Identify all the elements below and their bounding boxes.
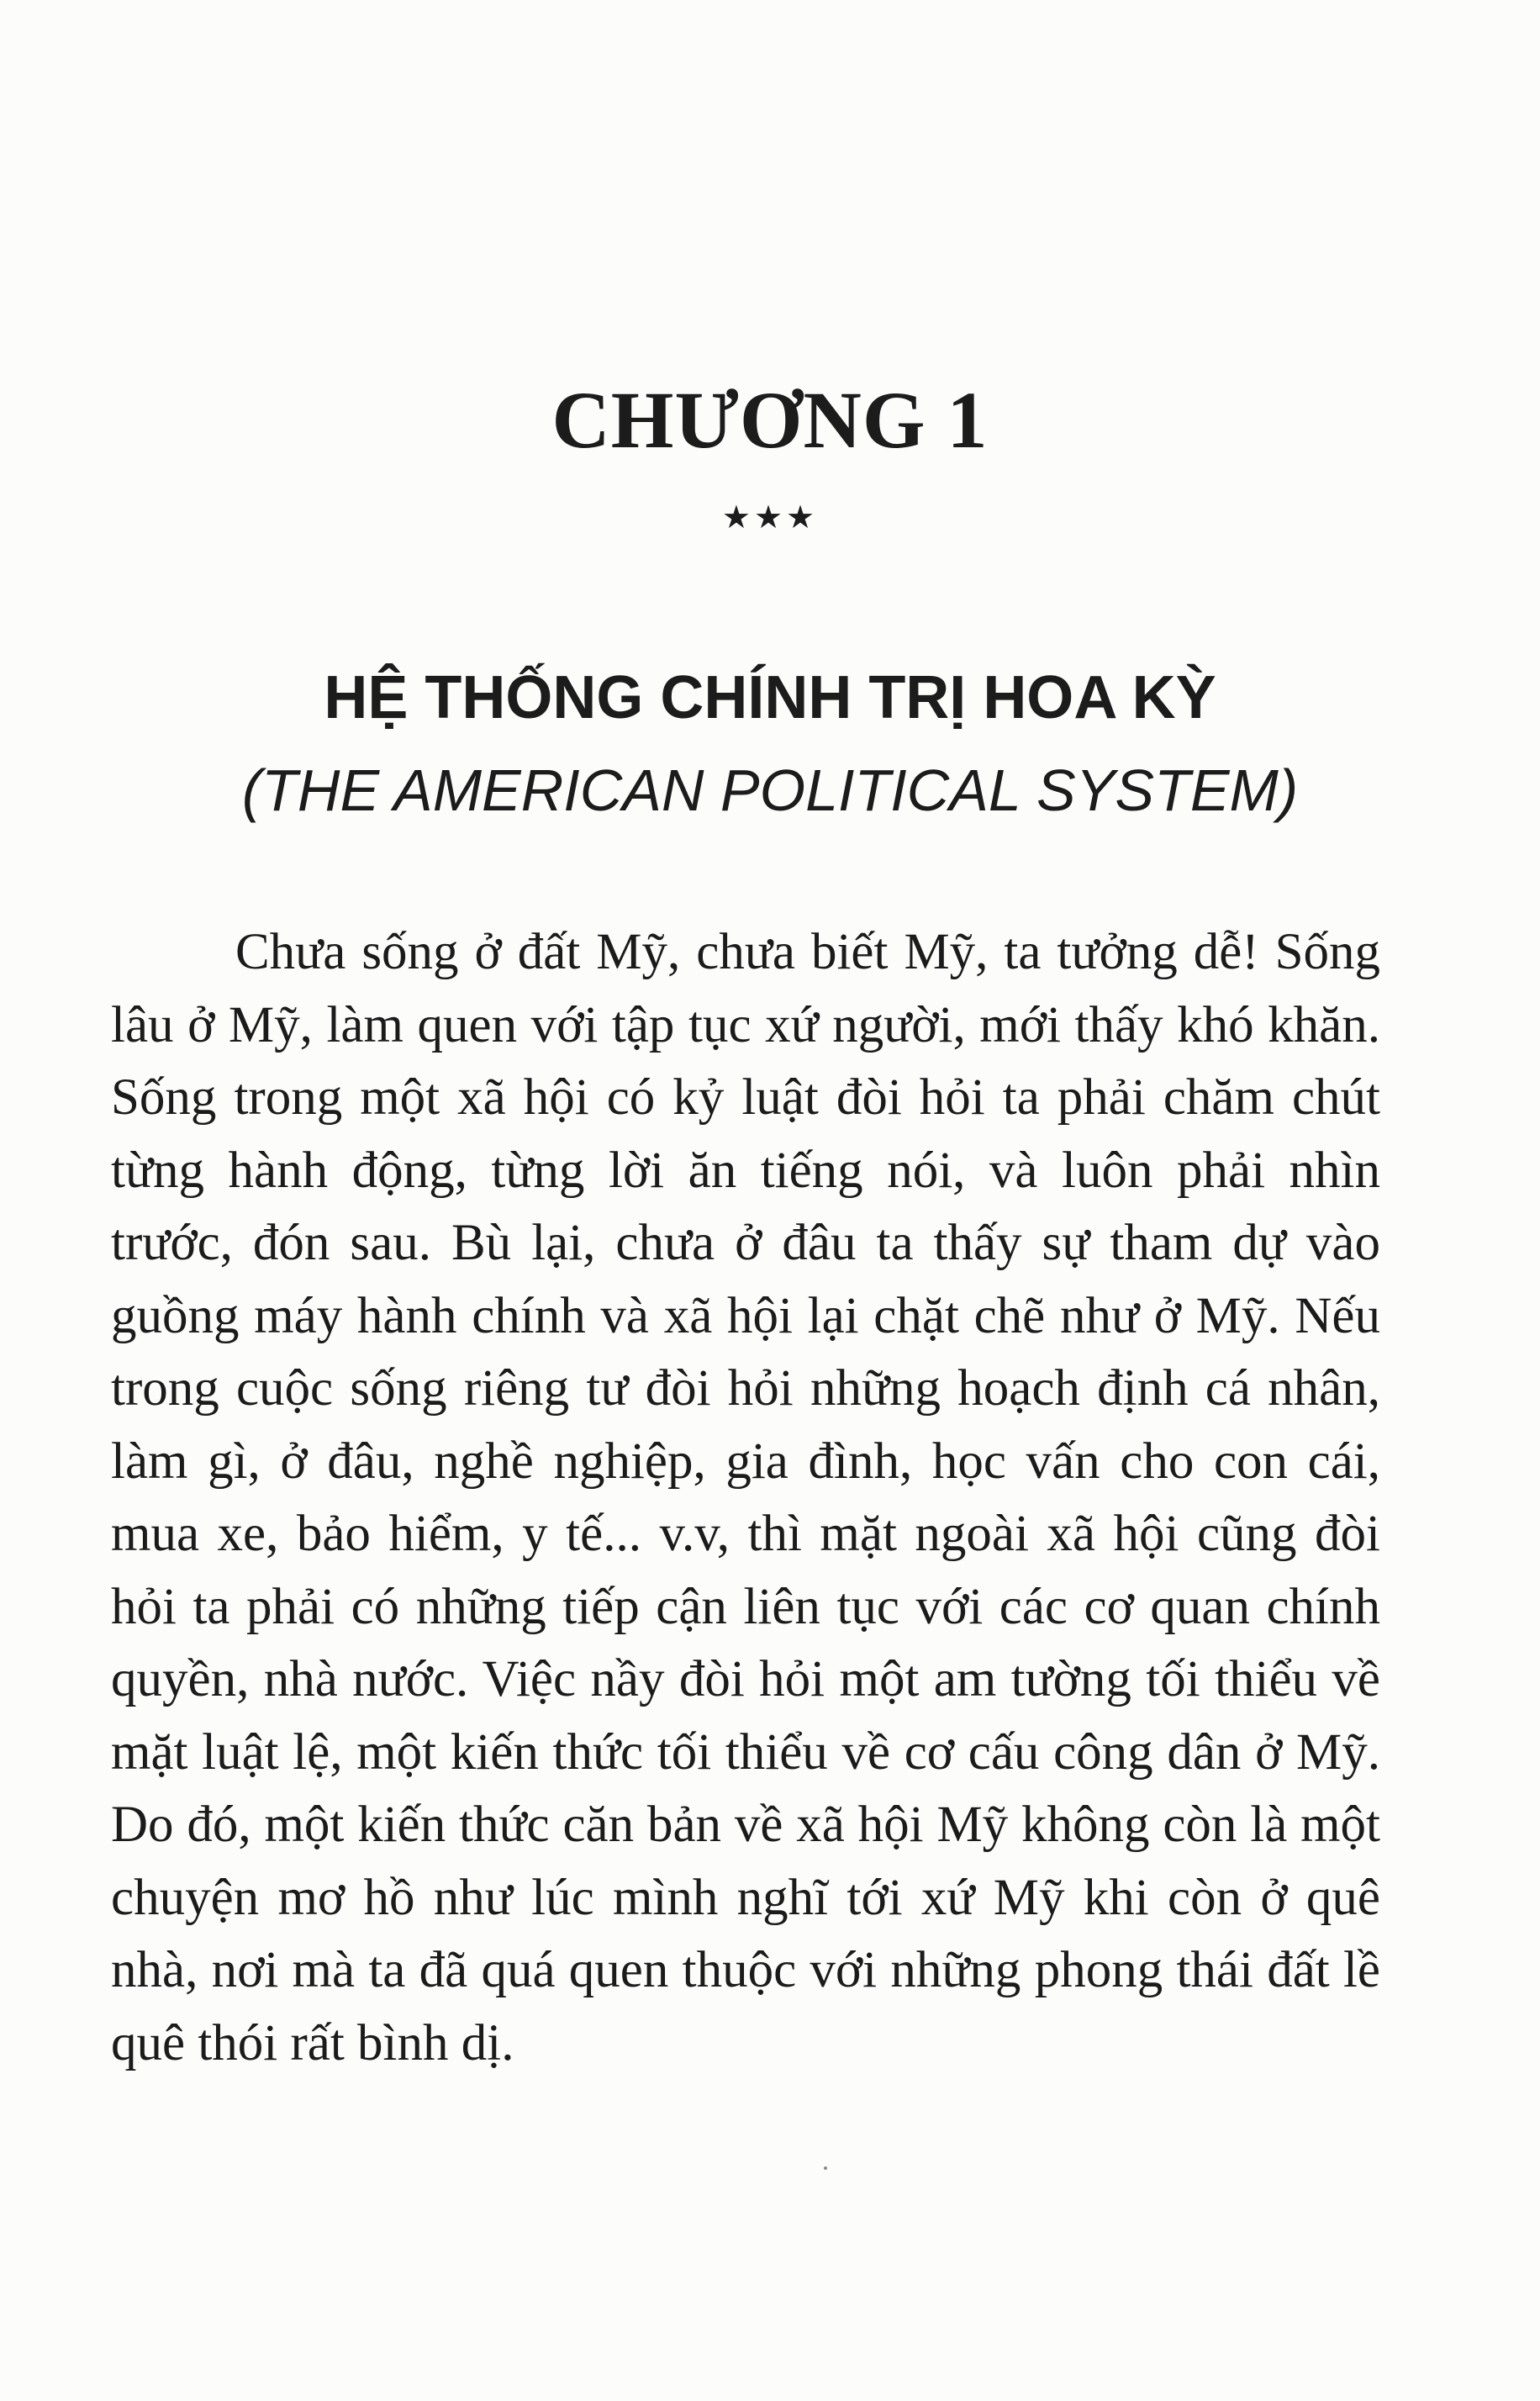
section-subtitle: (THE AMERICAN POLITICAL SYSTEM) [241,757,1299,823]
chapter-ornament: ★★★ [721,499,819,536]
chapter-title: CHƯƠNG 1 [551,375,989,465]
body-paragraph: Chưa sống ở đất Mỹ, chưa biết Mỹ, ta tưởng dễ! Sống lâu ở Mỹ, làm quen với tập tục xứ người, mới thấy khó khăn. Sống trong một xã hội có kỷ luật đòi hỏi ta phải chăm chút từng hành động, từng lời ăn tiếng nói, và luôn phải nhìn trước, đón sau. Bù lại, chưa ở đâu ta thấy sự tham dự vào guồng máy hành chính và xã hội lại chặt chẽ như ở Mỹ. Nếu trong cuộc sống riêng tư đòi hỏi những hoạch định cá nhân, làm gì, ở đâu, nghề nghiệp, gia đình, học vấn cho con cái, mua xe, bảo hiểm, y tế... v.v, thì mặt ngoài xã hội cũng đòi hỏi ta phải có những tiếp cận liên tục với các cơ quan chính quyền, nhà nước. Việc nầy đòi hỏi một am tường tối thiểu về mặt luật lệ, một kiến thức tối thiểu về cơ cấu công dân ở Mỹ. Do đó, một kiến thức căn bản về xã hội Mỹ không còn là một chuyện mơ hồ như lúc mình nghĩ tới xứ Mỹ khi còn ở quê nhà, nơi mà ta đã quá quen thuộc với những phong thái đất lề quê thói rất bình dị. [111,924,1380,2071]
section-title: HỆ THỐNG CHÍNH TRỊ HOA KỲ [324,664,1216,731]
print-speck [824,2166,827,2170]
